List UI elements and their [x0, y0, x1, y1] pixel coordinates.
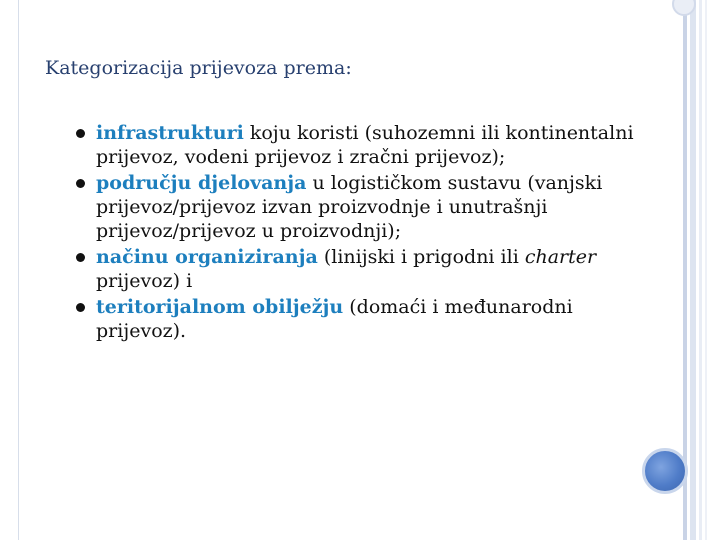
bullet-list — [70, 121, 650, 345]
item-keyword: području djelovanja — [96, 172, 307, 194]
right-decor-bar-4 — [705, 0, 707, 540]
item-text: u logističkom sustavu (vanjski prijevoz/prijevoz izvan proizvodnje i unutrašnji prijevoz/prijevoz u proizvodnji); — [96, 172, 603, 242]
list-item — [70, 295, 650, 343]
bullet-icon — [76, 129, 85, 138]
bullet-icon — [76, 303, 85, 312]
item-text-italic: charter — [524, 246, 597, 268]
left-frame-line — [18, 0, 19, 540]
bullet-icon — [76, 253, 85, 262]
item-keyword: načinu organiziranja — [96, 246, 318, 268]
item-text: koju koristi (suhozemni ili kontinentalni prijevoz, vodeni prijevoz i zračni prijevoz); — [96, 122, 634, 168]
list-item — [70, 245, 650, 293]
item-keyword: teritorijalnom obilježju — [96, 296, 344, 318]
right-decor-bar-2 — [690, 0, 696, 540]
slide-title — [45, 57, 352, 79]
list-item — [70, 121, 650, 169]
right-decor-bar-3 — [699, 0, 702, 540]
item-text: prijevoz) i — [96, 270, 193, 292]
item-keyword: infrastrukturi — [96, 122, 244, 144]
item-text: (domaći i međunarodni prijevoz). — [96, 296, 573, 342]
slide-title-suffix: prema: — [277, 57, 352, 79]
item-text: (linijski i prigodni ili — [317, 246, 525, 268]
list-item — [70, 171, 650, 243]
slide-title-main: Kategorizacija prijevoza — [45, 57, 278, 79]
blue-decor-circle — [642, 448, 688, 494]
bullet-icon — [76, 179, 85, 188]
